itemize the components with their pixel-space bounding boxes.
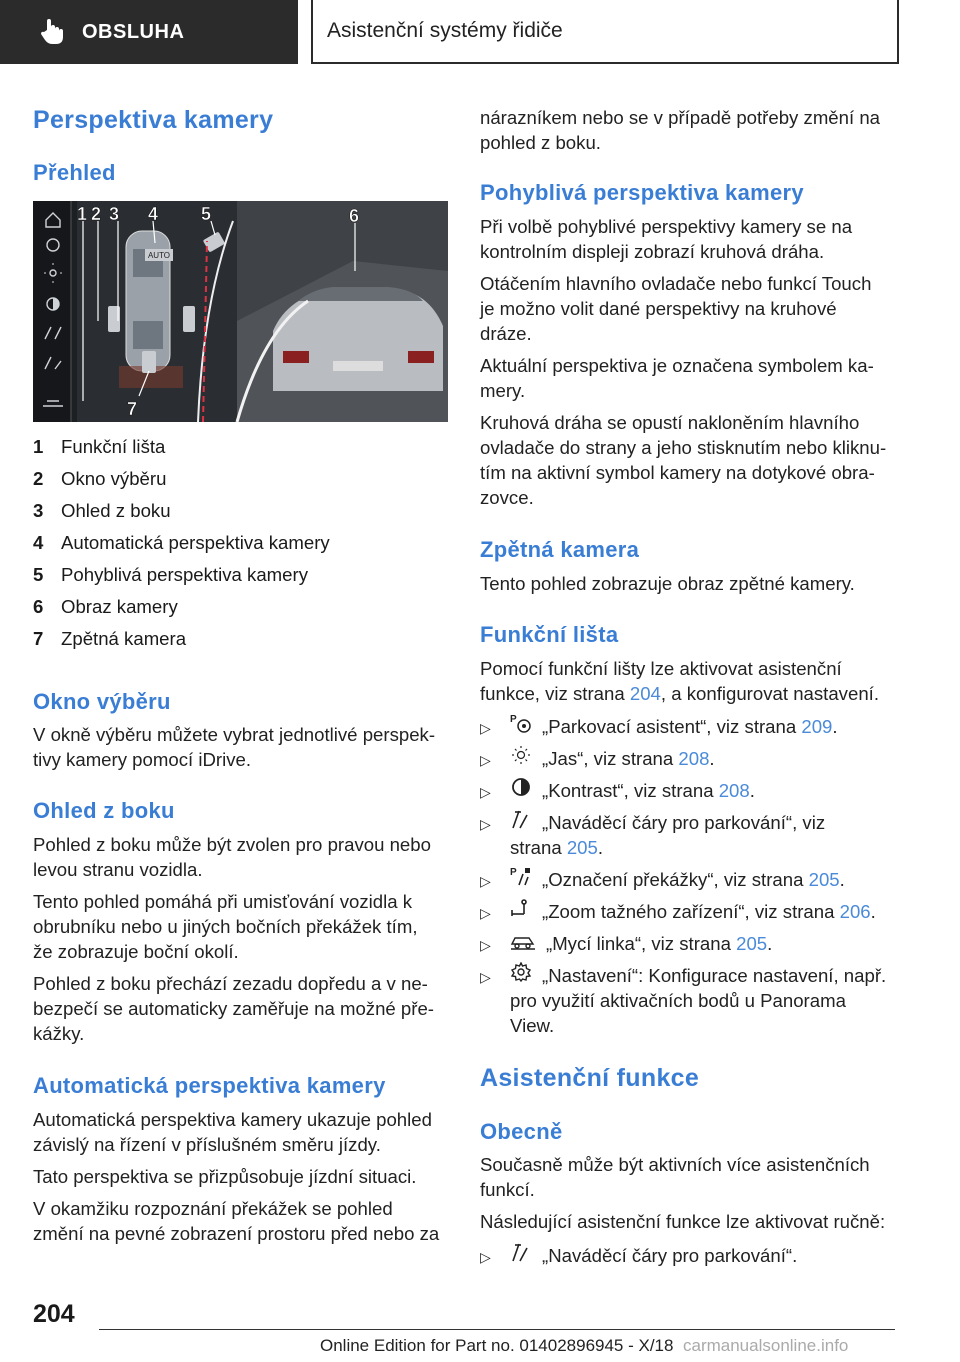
section-heading-pohyb: Pohyblivá perspektiva kamery [480, 180, 804, 205]
figure-label-4: 4 [148, 204, 159, 224]
list-item: ▷ P „Parkovací asistent“, viz strana 209. [480, 713, 838, 741]
hand-pointer-icon [38, 17, 68, 47]
paragraph: Tato perspektiva se přizpůsobuje jízdní situaci. [33, 1166, 417, 1187]
bullet-triangle-icon: ▷ [480, 752, 491, 768]
paragraph: Tento pohled zobrazuje obraz zpětné kamery. [480, 573, 855, 594]
obstacle-marking-icon [510, 866, 532, 886]
svg-text:P: P [510, 714, 517, 725]
section-heading-okno: Okno výběru [33, 689, 171, 714]
legend-item: 7 Zpětná kamera [33, 628, 187, 649]
section-heading-ohled: Ohled z boku [33, 798, 175, 823]
section-tab [0, 0, 298, 64]
bullet-triangle-icon: ▷ [480, 784, 491, 800]
car-wash-icon [510, 930, 536, 950]
edition-text: Online Edition for Part no. 01402896945 - X/18 [320, 1336, 674, 1355]
page-link[interactable]: 208 [678, 748, 710, 769]
page-link[interactable]: 205 [736, 933, 768, 954]
paragraph: Automatická perspektiva kamery ukazuje pohled závislý na řízení v příslušném směru jízdy. [33, 1109, 432, 1155]
paragraph: Tento pohled pomáhá při umisťování vozidla k obrubníku nebo u jiných bočních překážek tím, že zobrazuje boční okolí. [33, 891, 418, 962]
legend-item: 6 Obraz kamery [33, 596, 178, 617]
paragraph: Pohled z boku přechází zezadu dopředu a v ne- bezpečí se automaticky zaměřuje na možné pře- kážky. [33, 973, 434, 1044]
watermark: carmanualsonline.info [683, 1336, 849, 1355]
bullet-triangle-icon: ▷ [480, 905, 491, 921]
paragraph: Pohled z boku může být zvolen pro pravou nebo levou stranu vozidla. [33, 834, 431, 880]
paragraph: Současně může být aktivních více asistenčních funkcí. [480, 1154, 870, 1200]
auto-badge: AUTO [147, 251, 171, 260]
list-item: ▷ „Naváděcí čáry pro parkování“. [480, 1242, 797, 1270]
parking-assistant-icon [510, 713, 532, 733]
figure-label-3: 3 [109, 204, 120, 224]
footer-divider [99, 1329, 895, 1330]
bullet-triangle-icon: ▷ [480, 720, 491, 736]
parking-guide-lines-icon [510, 1242, 532, 1262]
section-heading-zpet: Zpětná kamera [480, 537, 640, 562]
list-item: ▷ „Nastavení“: Konfigurace nastavení, např. pro využití aktivačních bodů u Panorama View. [480, 962, 886, 1038]
page-link[interactable]: 208 [718, 780, 750, 801]
paragraph: V okamžiku rozpoznání překážek se pohled změní na pevné zobrazení prostoru před nebo za [33, 1198, 440, 1244]
legend-item: 5 Pohyblivá perspektiva kamery [33, 564, 308, 585]
bullet-triangle-icon: ▷ [480, 816, 491, 832]
paragraph: nárazníkem nebo se v případě potřeby změní na pohled z boku. [480, 107, 881, 153]
page-link[interactable]: 209 [801, 716, 833, 737]
paragraph: V okně výběru můžete vybrat jednotlivé perspek- tivy kamery pomocí iDrive. [33, 724, 436, 770]
paragraph: Kruhová dráha se opustí nakloněním hlavního ovladače do strany a jeho stisknutím nebo kliknu- tím na aktivní symbol kamery na dotykové obra- zovce. [480, 412, 887, 508]
settings-gear-icon [510, 962, 532, 982]
figure-label-2: 2 [91, 204, 102, 224]
paragraph: Následující asistenční funkce lze aktivovat ručně: [480, 1211, 886, 1232]
figure-label-5: 5 [201, 204, 212, 224]
bullet-triangle-icon: ▷ [480, 937, 491, 953]
bullet-triangle-icon: ▷ [480, 1249, 491, 1265]
list-item: ▷ „Mycí linka“, viz strana 205. [480, 930, 772, 958]
parking-guide-lines-icon [510, 809, 532, 829]
list-item: ▷ „Kontrast“, viz strana 208. [480, 777, 755, 805]
page-title: Perspektiva kamery [33, 106, 274, 134]
section-heading-lista: Funkční lišta [480, 622, 619, 647]
chapter-title: Asistenční systémy řidiče [327, 19, 563, 42]
legend-item: 3 Ohled z boku [33, 500, 171, 521]
brightness-icon [510, 745, 532, 765]
paragraph: Otáčením hlavního ovladače nebo funkcí Touch je možno volit dané perspektivy na kruhové dráze. [480, 273, 872, 344]
list-item: ▷ „Zoom tažného zařízení“, viz strana 206. [480, 898, 876, 926]
figure-label-7: 7 [127, 399, 138, 419]
section-heading-asist: Asistenční funkce [480, 1064, 700, 1092]
list-item: ▷ „Naváděcí čáry pro parkování“, viz strana 205. [480, 809, 825, 860]
list-item: ▷ „Jas“, viz strana 208. [480, 745, 715, 773]
legend-item: 1 Funkční lišta [33, 436, 166, 457]
section-title: OBSLUHA [82, 20, 185, 43]
section-heading-obecne: Obecně [480, 1119, 563, 1144]
figure-label-1: 1 [77, 204, 88, 224]
bullet-triangle-icon: ▷ [480, 969, 491, 985]
camera-view-illustration [33, 201, 448, 422]
page-link[interactable]: 205 [808, 869, 840, 890]
paragraph: Pomocí funkční lišty lze aktivovat asistenční funkce, viz strana 204, a konfigurovat nastavení. [480, 658, 879, 704]
list-item: ▷ P „Označení překážky“, viz strana 205. [480, 866, 845, 894]
page-link[interactable]: 206 [839, 901, 871, 922]
paragraph: Aktuální perspektiva je označena symbolem ka- mery. [480, 355, 874, 401]
trailer-hitch-icon [510, 898, 532, 918]
page-number: 204 [33, 1300, 75, 1328]
contrast-icon [510, 777, 532, 797]
section-heading-prehled: Přehled [33, 160, 116, 185]
bullet-triangle-icon: ▷ [480, 873, 491, 889]
section-heading-auto: Automatická perspektiva kamery [33, 1073, 386, 1098]
legend-item: 2 Okno výběru [33, 468, 167, 489]
legend-item: 4 Automatická perspektiva kamery [33, 532, 330, 553]
svg-text:P: P [510, 867, 517, 878]
page-link[interactable]: 205 [566, 837, 598, 858]
paragraph: Při volbě pohyblivé perspektivy kamery se na kontrolním displeji zobrazí kruhová dráha. [480, 216, 853, 262]
chapter-tab [311, 0, 899, 64]
camera-view-figure [33, 201, 448, 422]
page-link[interactable]: 204 [629, 683, 661, 704]
figure-label-6: 6 [349, 206, 360, 226]
